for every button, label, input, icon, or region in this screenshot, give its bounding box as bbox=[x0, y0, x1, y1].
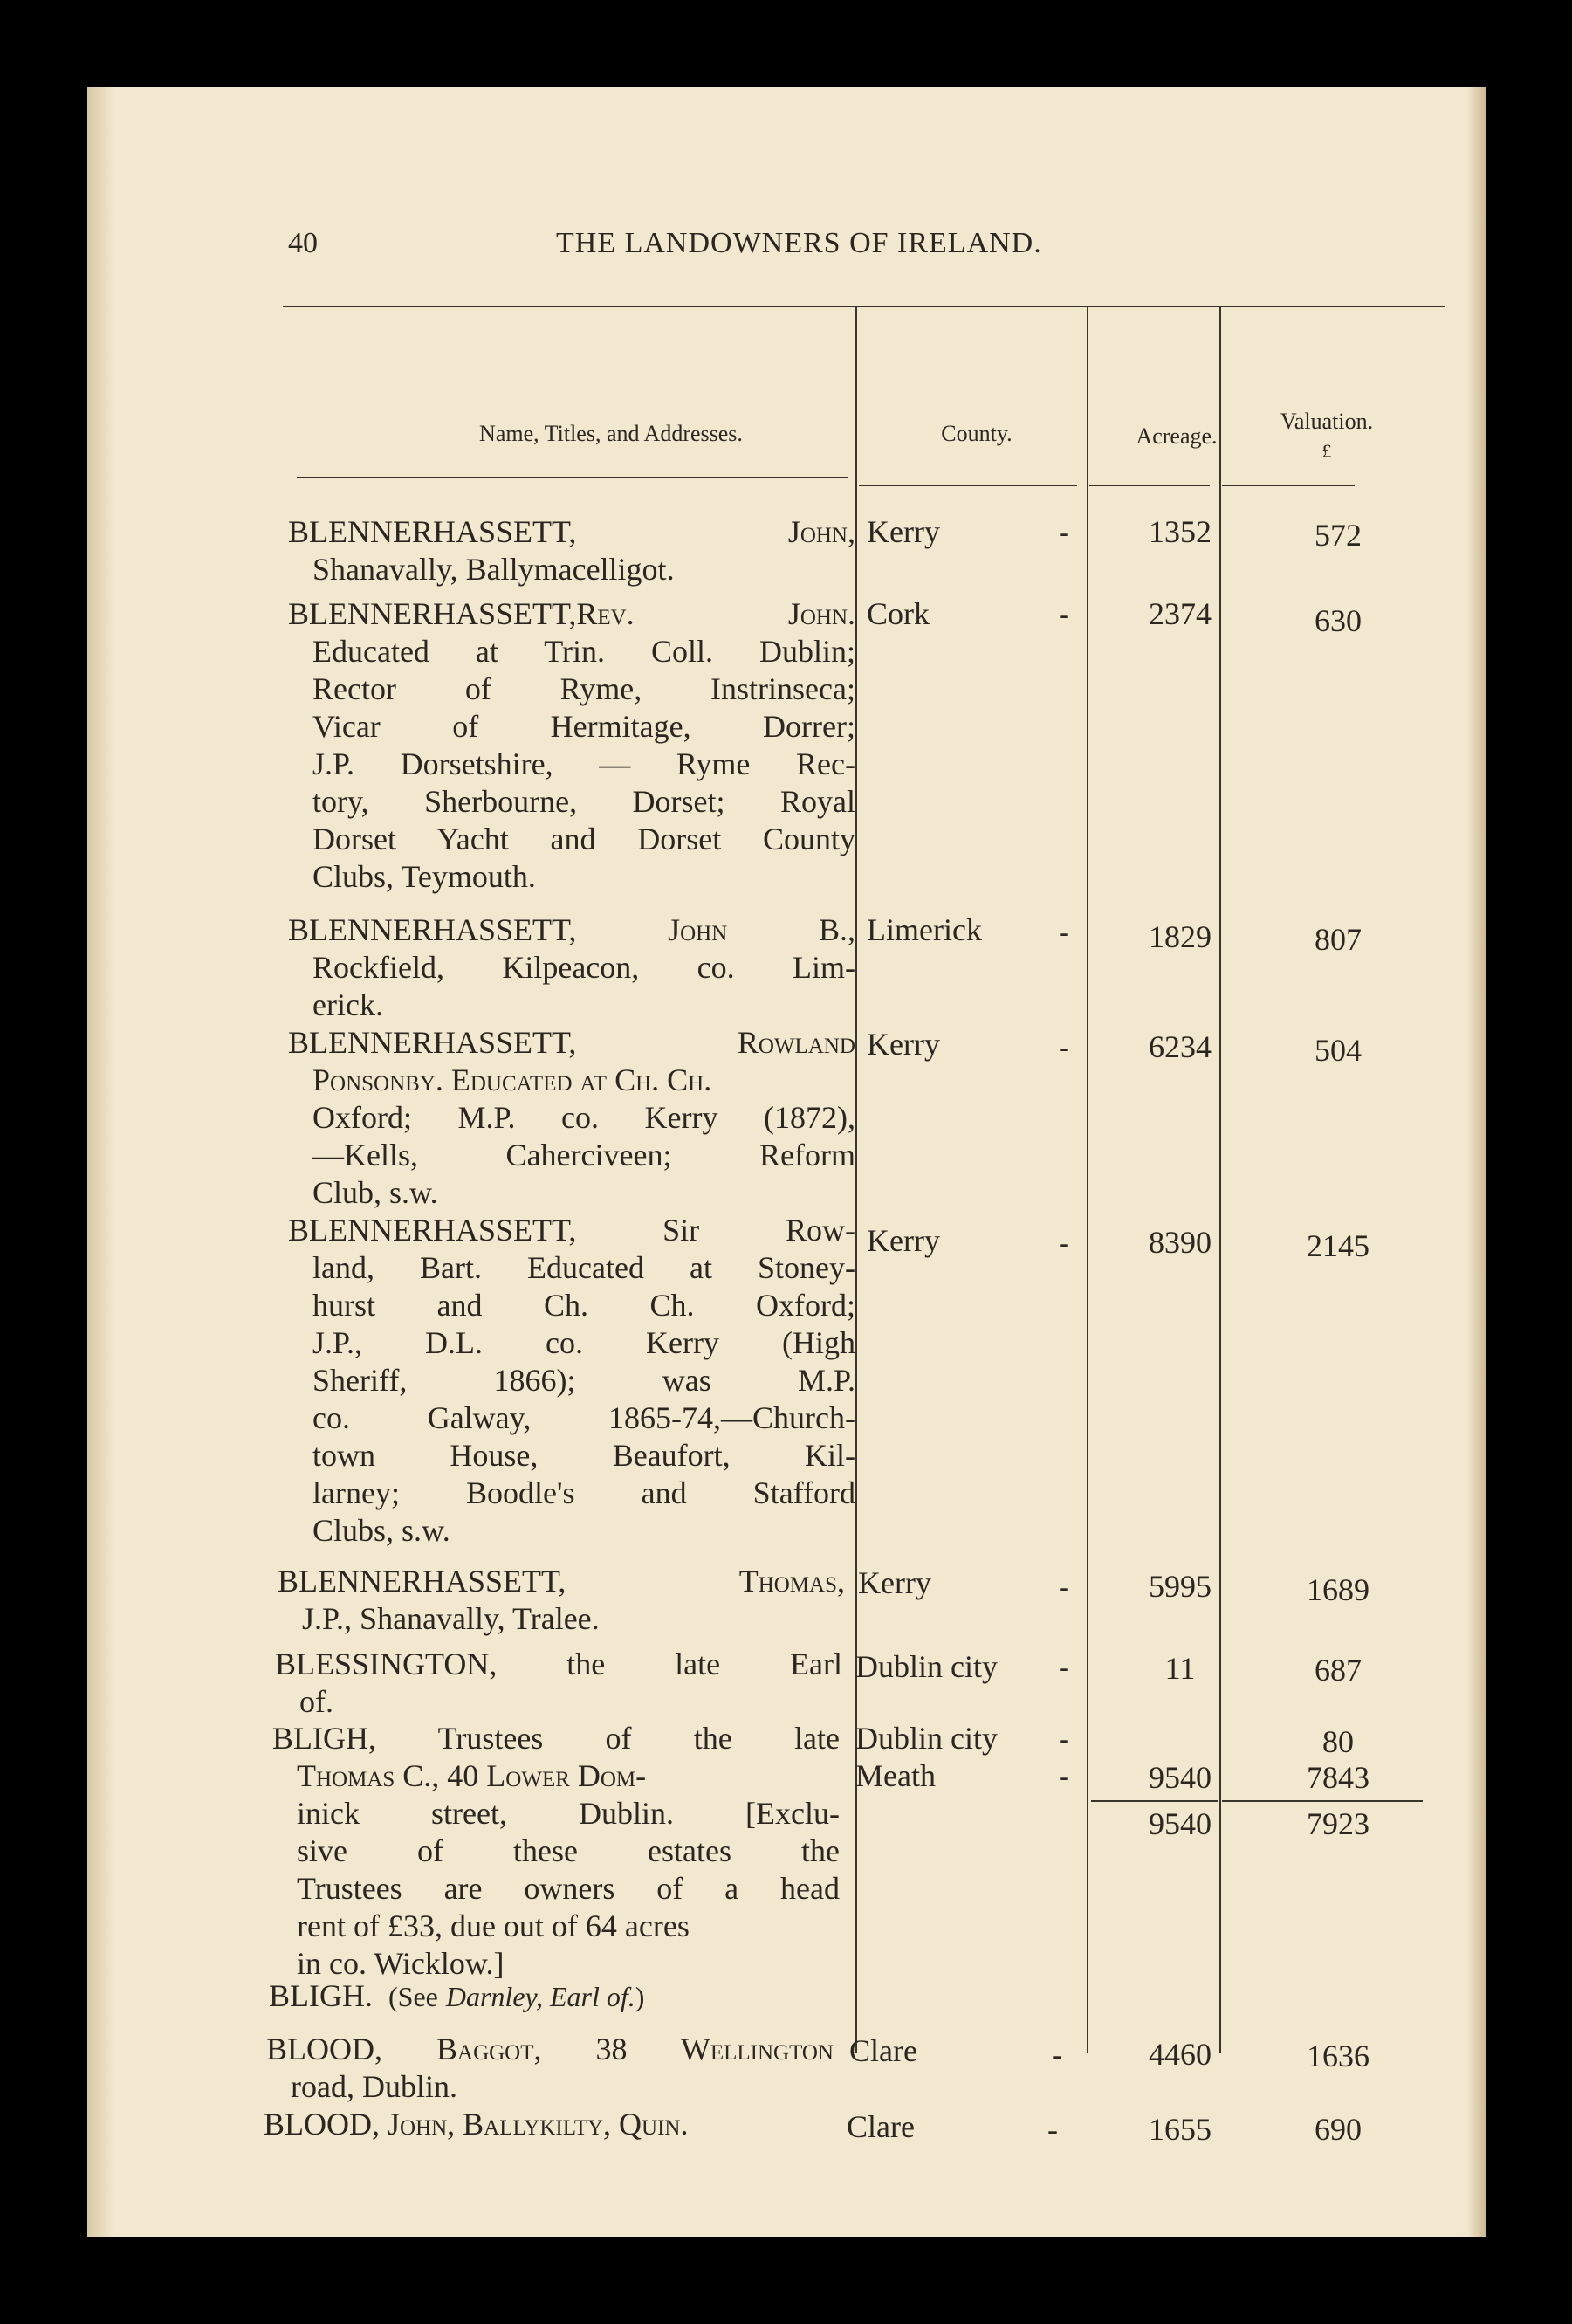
column-header-acreage: Acreage. bbox=[1136, 423, 1218, 449]
county-cell: Dublin city bbox=[855, 1649, 998, 1684]
entry-heading: BLENNERHASSETT, John, bbox=[288, 514, 855, 549]
header-rule-county bbox=[859, 485, 1077, 486]
entry-line: Oxford; M.P. co. Kerry (1872), bbox=[312, 1100, 855, 1135]
entry-line: J.P., Shanavally, Tralee. bbox=[302, 1601, 600, 1636]
valuation-cell: 690 bbox=[1315, 2112, 1362, 2147]
entry-line: in co. Wicklow.] bbox=[297, 1946, 505, 1981]
column-separator-county bbox=[1087, 307, 1088, 2053]
valuation-cell: 7843 bbox=[1307, 1760, 1369, 1795]
dash: - bbox=[1047, 2112, 1058, 2147]
entry-heading: BLIGH. (See Darnley, Earl of.) bbox=[269, 1978, 645, 2013]
entry-line: Dorset Yacht and Dorset County bbox=[312, 822, 855, 856]
entry-line: larney; Boodle's and Stafford bbox=[312, 1475, 855, 1510]
dash: - bbox=[1059, 1721, 1069, 1756]
entry-heading: BLOOD, John, Ballykilty, Quin. bbox=[264, 2107, 689, 2142]
entry-line: Clubs, s.w. bbox=[312, 1513, 450, 1548]
entry-line: Shanavally, Ballymacelligot. bbox=[312, 552, 675, 587]
dash: - bbox=[1059, 1649, 1069, 1684]
top-rule bbox=[283, 306, 1445, 307]
entry-line: land, Bart. Educated at Stoney- bbox=[312, 1250, 855, 1285]
county-cell: Limerick bbox=[867, 912, 982, 947]
entry-heading: BLESSINGTON, the late Earl bbox=[275, 1647, 843, 1681]
county-cell: Meath bbox=[855, 1758, 936, 1793]
entry-line: road, Dublin. bbox=[291, 2069, 457, 2104]
acreage-cell: 9540 bbox=[1149, 1760, 1212, 1795]
valuation-cell: 687 bbox=[1315, 1653, 1362, 1688]
entry-line: hurst and Ch. Ch. Oxford; bbox=[312, 1288, 855, 1323]
county-cell: Clare bbox=[849, 2033, 917, 2068]
entry bbox=[264, 2106, 831, 2143]
entry-line: of. bbox=[299, 1684, 333, 1719]
entry bbox=[288, 911, 855, 1024]
running-head: THE LANDOWNERS OF IRELAND. bbox=[556, 227, 1042, 259]
dash: - bbox=[1059, 1029, 1069, 1064]
entry-line: town House, Beaufort, Kil- bbox=[312, 1438, 855, 1473]
entry-heading: BLOOD, Baggot, 38 Wellington bbox=[266, 2032, 834, 2066]
entry-line: erick. bbox=[312, 987, 383, 1022]
valuation-cell: 504 bbox=[1315, 1033, 1362, 1068]
acreage-cell: 1655 bbox=[1149, 2112, 1212, 2147]
valuation-cell: 630 bbox=[1315, 603, 1362, 638]
entry-line: Trustees are owners of a head bbox=[297, 1871, 840, 1906]
entry-line: sive of these estates the bbox=[297, 1833, 840, 1868]
acreage-cell: 8390 bbox=[1149, 1225, 1212, 1260]
valuation-total: 7923 bbox=[1307, 1806, 1369, 1841]
acreage-cell: 4460 bbox=[1149, 2037, 1212, 2072]
entry-line: Educated at Trin. Coll. Dublin; bbox=[312, 634, 855, 669]
dash: - bbox=[1052, 2037, 1062, 2072]
entry-line: Rockfield, Kilpeacon, co. Lim- bbox=[312, 950, 855, 985]
entry-line: Ponsonby. Educated at Ch. Ch. bbox=[312, 1062, 712, 1097]
entry bbox=[288, 1212, 855, 1550]
acreage-cell: 6234 bbox=[1149, 1029, 1212, 1064]
dash: - bbox=[1059, 514, 1069, 549]
valuation-cell: 2145 bbox=[1307, 1228, 1369, 1263]
entry bbox=[266, 2031, 834, 2106]
valuation-cell: 572 bbox=[1315, 518, 1362, 553]
page-number: 40 bbox=[288, 227, 318, 259]
entry bbox=[275, 1646, 842, 1721]
county-cell: Kerry bbox=[858, 1565, 931, 1600]
county-cell: Clare bbox=[847, 2109, 915, 2144]
sum-rule-acreage bbox=[1091, 1800, 1218, 1802]
acreage-cell: 2374 bbox=[1149, 596, 1212, 631]
entry-heading: BLENNERHASSETT,Rev. John. bbox=[288, 596, 855, 631]
column-header-valuation: Valuation. bbox=[1280, 409, 1374, 434]
header-rule-valuation bbox=[1222, 485, 1355, 486]
dash: - bbox=[1059, 1225, 1069, 1260]
book-page bbox=[87, 87, 1486, 2237]
entry-line: Sheriff, 1866); was M.P. bbox=[312, 1363, 855, 1398]
page-edge-shadow-right bbox=[1467, 87, 1486, 2237]
entry-line: rent of £33, due out of 64 acres bbox=[297, 1908, 690, 1943]
entry bbox=[272, 1720, 840, 1983]
entry-line: J.P. Dorsetshire, — Ryme Rec- bbox=[312, 746, 855, 781]
entry-line: tory, Sherbourne, Dorset; Royal bbox=[312, 784, 855, 819]
valuation-cell: 80 bbox=[1322, 1724, 1354, 1759]
acreage-cell: 5995 bbox=[1149, 1569, 1212, 1604]
county-cell: Kerry bbox=[867, 514, 940, 549]
acreage-total: 9540 bbox=[1149, 1806, 1212, 1841]
entry-heading: BLENNERHASSETT, Sir Row- bbox=[288, 1213, 855, 1248]
entry-heading: BLIGH, Trustees of the late bbox=[272, 1721, 840, 1756]
county-cell: Dublin city bbox=[855, 1721, 998, 1756]
acreage-cell: 1829 bbox=[1149, 919, 1212, 954]
valuation-cell: 1636 bbox=[1307, 2039, 1369, 2073]
header-rule-name bbox=[297, 477, 848, 478]
entry-heading: BLENNERHASSETT, Rowland bbox=[288, 1025, 855, 1060]
column-header-county: County. bbox=[941, 421, 1013, 446]
column-header-name: Name, Titles, and Addresses. bbox=[479, 421, 743, 446]
county-cell: Cork bbox=[867, 596, 930, 631]
entry-line: Thomas C., 40 Lower Dom- bbox=[297, 1758, 647, 1793]
page-edge-shadow-left bbox=[87, 87, 113, 2237]
entry-line: Vicar of Hermitage, Dorrer; bbox=[312, 709, 855, 744]
entry-heading: BLENNERHASSETT, Thomas, bbox=[278, 1564, 845, 1599]
acreage-cell: 11 bbox=[1164, 1651, 1196, 1686]
entry-line: co. Galway, 1865-74,—Church- bbox=[312, 1400, 855, 1435]
entry-line: Rector of Ryme, Instrinseca; bbox=[312, 671, 855, 706]
county-cell: Kerry bbox=[867, 1027, 940, 1062]
column-header-valuation-unit: £ bbox=[1321, 440, 1332, 462]
entry bbox=[269, 1977, 836, 2016]
acreage-cell: 1352 bbox=[1149, 514, 1212, 549]
dash: - bbox=[1059, 914, 1069, 949]
entry-heading: BLENNERHASSETT, John B., bbox=[288, 912, 856, 947]
dash: - bbox=[1059, 596, 1069, 631]
entry-line: —Kells, Caherciveen; Reform bbox=[312, 1138, 855, 1172]
entry-line: Club, s.w. bbox=[312, 1175, 438, 1210]
entry bbox=[278, 1563, 845, 1638]
valuation-cell: 807 bbox=[1315, 922, 1362, 957]
entry bbox=[288, 513, 855, 588]
county-cell: Kerry bbox=[867, 1223, 940, 1258]
header-rule-acreage bbox=[1089, 485, 1210, 486]
dash: - bbox=[1059, 1569, 1069, 1604]
entry-line: Clubs, Teymouth. bbox=[312, 859, 536, 894]
entry bbox=[288, 595, 855, 896]
entry bbox=[288, 1024, 855, 1212]
entry-line: J.P., D.L. co. Kerry (High bbox=[312, 1325, 855, 1360]
valuation-cell: 1689 bbox=[1307, 1572, 1369, 1607]
sum-rule-valuation bbox=[1222, 1800, 1423, 1802]
entry-line: inick street, Dublin. [Exclu- bbox=[297, 1796, 840, 1831]
dash: - bbox=[1059, 1758, 1069, 1793]
